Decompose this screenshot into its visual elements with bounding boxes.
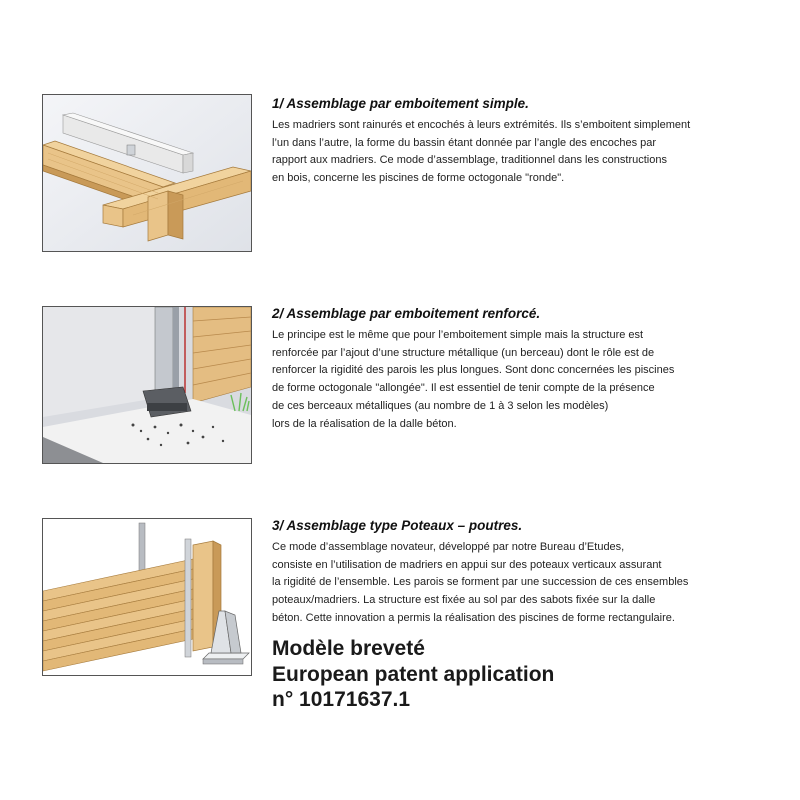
patent-number: n° 10171637.1 <box>272 688 411 711</box>
paragraph-line: renforcer la rigidité des parois les plus longues. Sont donc concernées les piscines <box>272 364 675 377</box>
paragraph-line: Le principe est le même que pour l’emboitement simple mais la structure est <box>272 329 644 341</box>
section-paragraph <box>272 539 772 628</box>
paragraph-line: poteaux/madriers. La structure est fixée au sol par des sabots fixée sur la dalle <box>272 594 656 607</box>
reinforced-joint-drawing <box>43 307 251 463</box>
illustration-reinforced-joint <box>42 306 252 464</box>
paragraph-line: consiste en l’utilisation de madriers en appui sur des poteaux verticaux assurant <box>272 558 662 571</box>
paragraph-line: l’un dans l’autre, la forme du bassin étant donnée par l’angle des encoches par <box>272 136 657 149</box>
paragraph-line: en bois, concerne les piscines de forme octogonale "ronde". <box>272 172 565 185</box>
section-heading: 2/ Assemblage par emboitement renforcé. <box>272 306 541 321</box>
patent-application: European patent application <box>272 662 555 686</box>
paragraph-line: de ces berceaux métalliques (au nombre de 1 à 3 selon les modèles) <box>272 399 609 412</box>
illustration-post-beam <box>42 518 252 676</box>
paragraph-line: Ce mode d’assemblage novateur, développé par notre Bureau d’Etudes, <box>272 541 625 553</box>
simple-joint-drawing <box>43 95 251 251</box>
patent-title: Modèle breveté <box>272 637 425 660</box>
section-paragraph <box>272 327 772 433</box>
paragraph-line: béton. Cette innovation a permis la réalisation des piscines de forme rectangulaire. <box>272 611 675 624</box>
paragraph-line: lors de la réalisation de la dalle béton. <box>272 417 457 430</box>
paragraph-line: de forme octogonale "allongée". Il est essentiel de tenir compte de la présence <box>272 382 655 395</box>
paragraph-line: Les madriers sont rainurés et encochés à leurs extrémités. Ils s’emboitent simplement <box>272 119 691 131</box>
text-block-2 <box>272 306 772 433</box>
patent-notice <box>272 636 772 713</box>
illustration-simple-joint <box>42 94 252 252</box>
section-heading: 1/ Assemblage par emboitement simple. <box>272 96 529 111</box>
paragraph-line: rapport aux madriers. Ce mode d’assemblage, traditionnel dans les constructions <box>272 154 667 167</box>
text-block-3 <box>272 518 772 628</box>
section-paragraph <box>272 117 772 188</box>
paragraph-line: la rigidité de l’ensemble. Les parois se forment par une succession de ces ensembles <box>272 576 689 589</box>
paragraph-line: renforcée par l’ajout d’une structure métallique (un berceau) dont le rôle est de <box>272 346 655 359</box>
section-heading: 3/ Assemblage type Poteaux – poutres. <box>272 518 523 533</box>
text-block-1 <box>272 96 772 188</box>
post-beam-drawing <box>43 519 251 675</box>
